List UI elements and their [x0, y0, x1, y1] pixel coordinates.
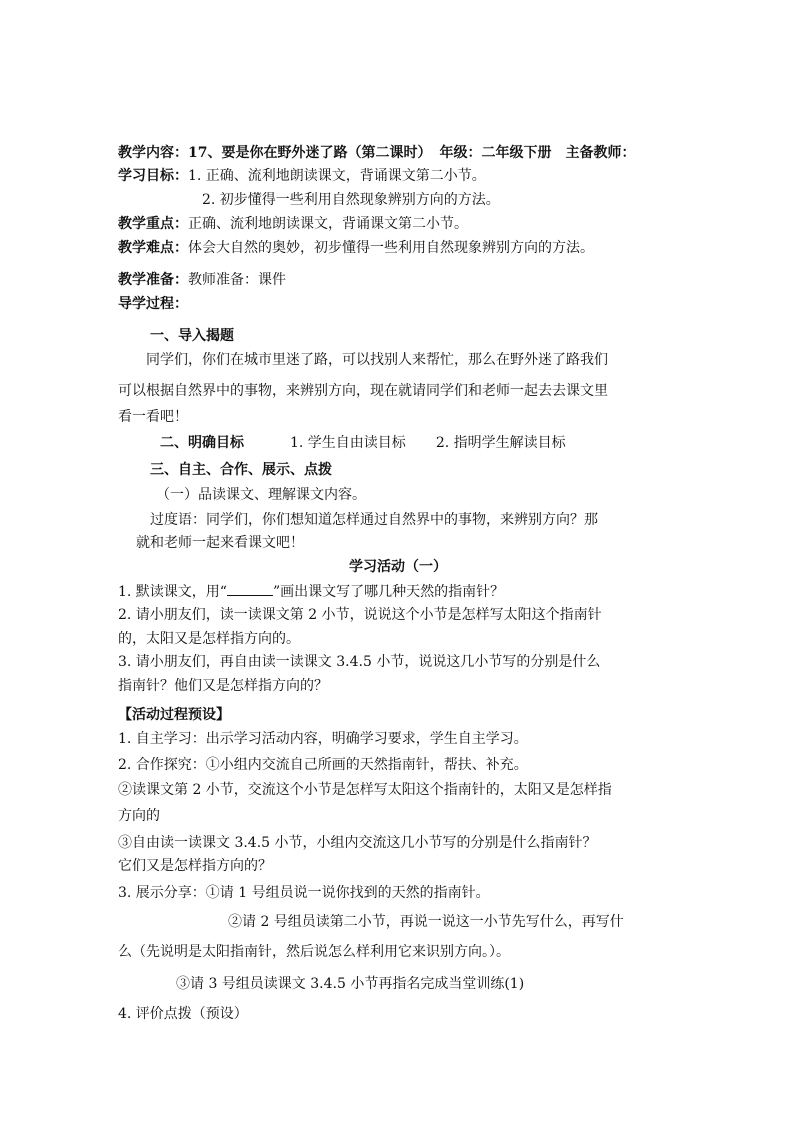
section2-item1: 1. 学生自由读目标 — [290, 435, 406, 451]
activity-q2-line2: 的，太阳又是怎样指方向的。 — [118, 631, 300, 647]
preset-p3b-line1: ②请 2 号组员读第二小节，再说一说这一小节先写什么，再写什 — [228, 914, 624, 930]
key-point-label: 教学重点： — [118, 216, 188, 232]
section2-item2: 2. 指明学生解读目标 — [435, 435, 566, 451]
preset-p3b-line2: 么（先说明是太阳指南针，然后说怎么样利用它来识别方向。）。 — [118, 944, 510, 960]
section2-line — [160, 433, 720, 453]
preset-title: 【活动过程预设】 — [118, 707, 230, 723]
preset-p2c-line2: 它们又是怎样指方向的？ — [118, 858, 272, 874]
key-point — [118, 214, 678, 234]
difficulty — [118, 238, 678, 258]
activity-q2-line1: 2. 请小朋友们，读一读课文第 2 小节，说说这个小节是怎样写太阳这个指南针 — [118, 607, 602, 623]
content-value: 17、要是你在野外迷了路（第二课时） — [188, 145, 432, 161]
preparation-label: 教学准备： — [118, 272, 188, 288]
objectives-label: 学习目标： — [118, 168, 188, 184]
section1-para-line1: 同学们，你们在城市里迷了路，可以找别人来帮忙，那么在野外迷了路我们 — [146, 352, 608, 368]
preset-p2: 2. 合作探究：①小组内交流自己所画的天然指南针，帮扶、补充。 — [118, 757, 528, 773]
preset-p2b-line2: 方向的 — [118, 808, 160, 824]
section3-title: 三、自主、合作、展示、点拨 — [150, 462, 332, 478]
activity-q1 — [118, 581, 678, 602]
section3-sub1: （一）品读课文、理解课文内容。 — [156, 487, 366, 503]
content-label: 教学内容： — [118, 145, 188, 161]
preset-p4: 4. 评价点拨（预设） — [118, 1006, 248, 1022]
objective-2: 2. 初步懂得一些利用自然现象辨别方向的方法。 — [202, 192, 500, 208]
grade-label: 年级： — [439, 145, 482, 161]
transition-line2: 就和老师一起来看课文吧！ — [136, 535, 304, 551]
section1-para-line2: 可以根据自然界中的事物，来辨别方向，现在就请同学们和老师一起去去课文里 — [118, 383, 608, 399]
activity-title: 学习活动（一） — [349, 559, 447, 575]
preset-p2c-line1: ③自由读一读课文 3.4.5 小节，小组内交流这几小节写的分别是什么指南针？ — [118, 835, 597, 851]
difficulty-label: 教学难点： — [118, 240, 188, 256]
q1-before: 1. 默读课文，用“ — [118, 584, 227, 600]
section2-title: 二、明确目标 — [160, 435, 244, 451]
preparation — [118, 270, 678, 290]
preset-p3c: ③请 3 号组员读课文 3.4.5 小节再指名完成当堂训练(1) — [176, 976, 525, 992]
preset-p3: 3. 展示分享：①请 1 号组员说一说你找到的天然的指南针。 — [118, 885, 490, 901]
activity-q3-line1: 3. 请小朋友们，再自由读一读课文 3.4.5 小节，说说这几小节写的分别是什么 — [118, 654, 601, 670]
section1-para-line3: 看一看吧！ — [118, 409, 188, 425]
preparation-text: 教师准备：课件 — [188, 272, 286, 288]
key-point-text: 正确、流利地朗读课文，背诵课文第二小节。 — [188, 216, 468, 232]
preset-p1: 1. 自主学习：出示学习活动内容，明确学习要求，学生自主学习。 — [118, 731, 528, 747]
process-label: 导学过程： — [118, 296, 188, 312]
q1-after: ”画出课文写了哪几种天然的指南针？ — [272, 584, 505, 600]
objectives-line1 — [118, 166, 678, 186]
lesson-header — [118, 143, 678, 163]
blank-underline — [227, 581, 273, 596]
activity-q3-line2: 指南针？他们又是怎样指方向的？ — [118, 678, 328, 694]
grade-value: 二年级下册 — [481, 145, 552, 161]
section1-title: 一、导入揭题 — [150, 328, 234, 344]
transition-line1: 过度语：同学们，你们想知道怎样通过自然界中的事物，来辨别方向？那 — [150, 512, 598, 528]
objective-1: 1. 正确、流利地朗读课文，背诵课文第二小节。 — [188, 168, 486, 184]
difficulty-text: 体会大自然的奥妙，初步懂得一些利用自然现象辨别方向的方法。 — [188, 240, 594, 256]
preset-p2b-line1: ②读课文第 2 小节，交流这个小节是怎样写太阳这个指南针的，太阳又是怎样指 — [118, 782, 612, 798]
teacher-label: 主备教师： — [565, 145, 636, 161]
